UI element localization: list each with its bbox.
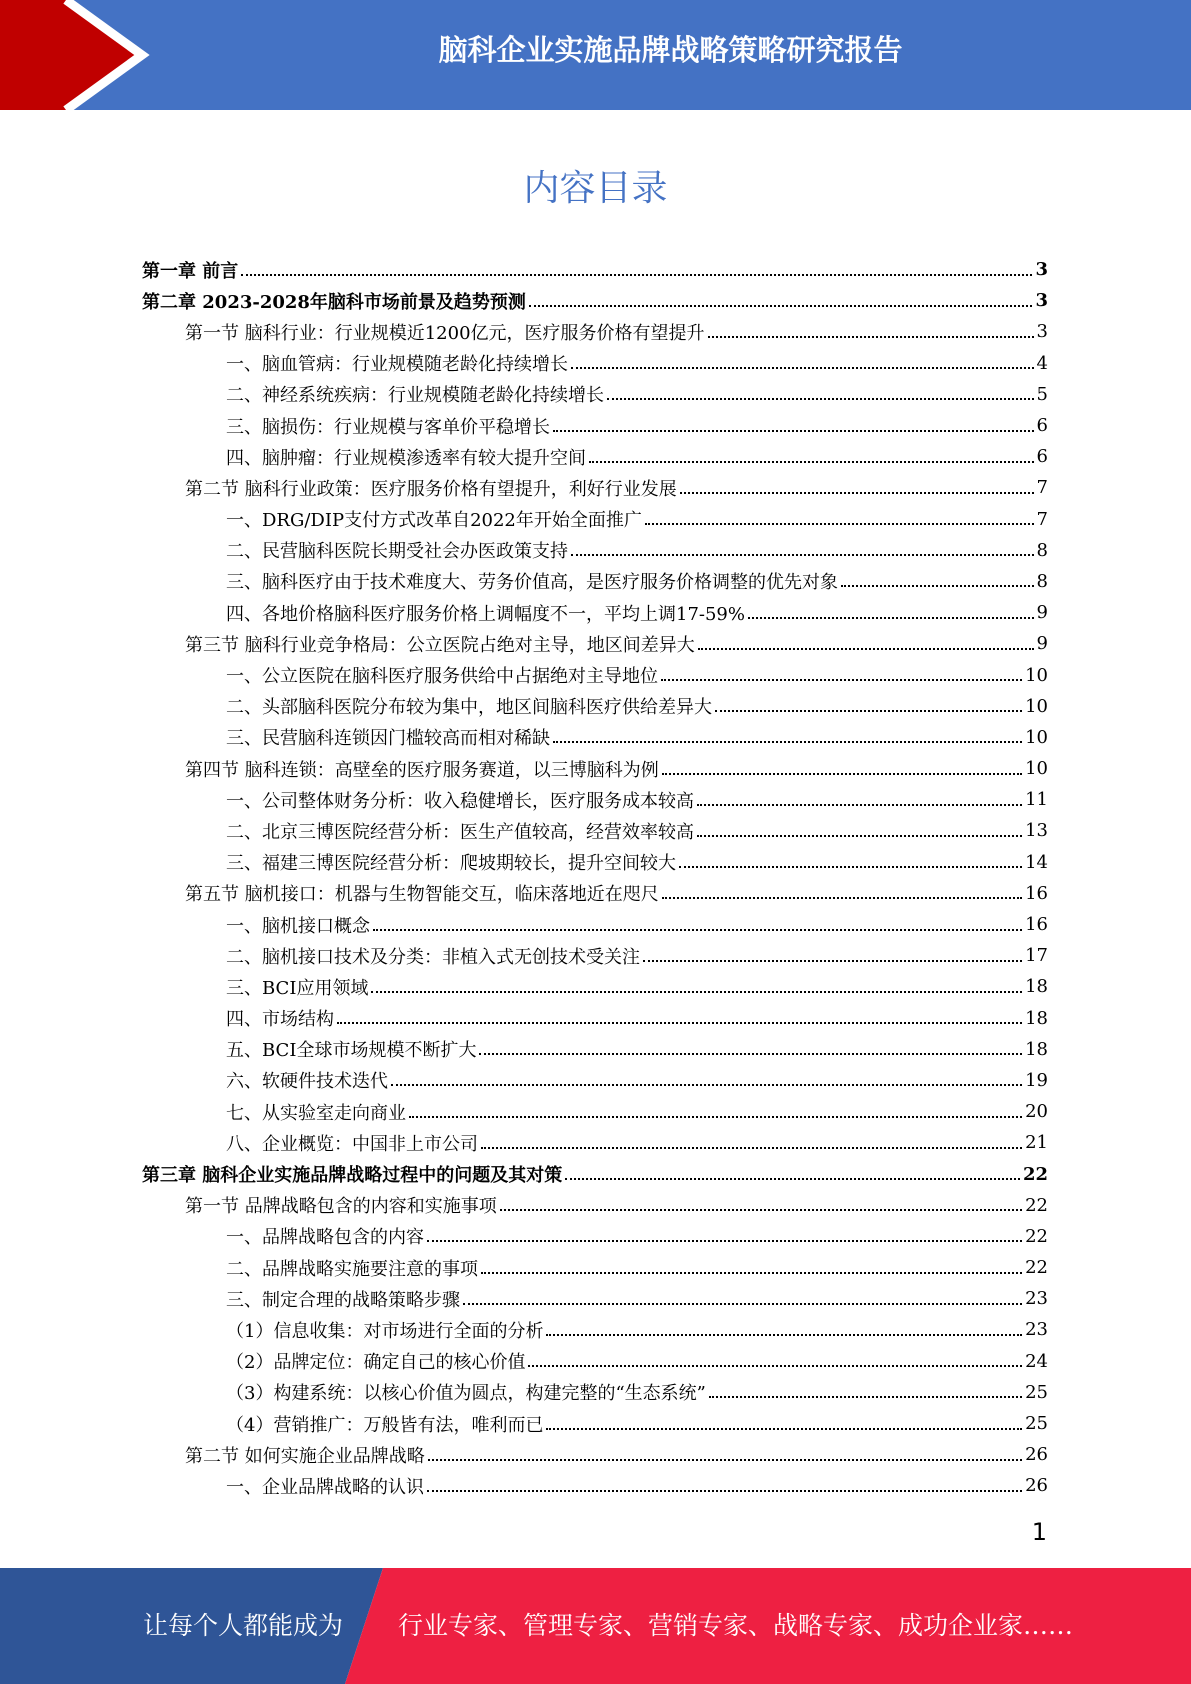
toc-entry[interactable] xyxy=(142,1221,1048,1252)
toc-entry-page: 16 xyxy=(1025,914,1048,936)
toc-dot-leader xyxy=(715,710,1022,712)
toc-dot-leader xyxy=(371,991,1022,993)
toc-dot-leader xyxy=(528,1365,1022,1367)
toc-entry-text: 二、品牌战略实施要注意的事项 xyxy=(226,1258,478,1280)
toc-dot-leader xyxy=(661,679,1022,681)
toc-entry-text: 一、DRG/DIP支付方式改革自2022年开始全面推广 xyxy=(226,510,642,532)
toc-dot-leader xyxy=(679,866,1022,868)
toc-entry-text: 七、从实验室走向商业 xyxy=(226,1102,406,1124)
toc-entry-text: 第五节 脑机接口：机器与生物智能交互，临床落地近在咫尺 xyxy=(185,884,659,906)
toc-entry-text: 三、脑损伤：行业规模与客单价平稳增长 xyxy=(226,416,550,438)
toc-entry-text: 第二章 2023-2028年脑科市场前景及趋势预测 xyxy=(142,291,526,313)
toc-entry[interactable] xyxy=(142,1065,1048,1096)
toc-entry[interactable] xyxy=(142,410,1048,441)
toc-entry-page: 22 xyxy=(1025,1257,1048,1279)
toc-entry[interactable] xyxy=(142,1096,1048,1127)
table-of-contents xyxy=(142,254,1048,1502)
toc-entry[interactable] xyxy=(142,878,1048,909)
toc-entry-page: 5 xyxy=(1036,383,1048,405)
toc-entry-text: 第二节 如何实施企业品牌战略 xyxy=(185,1445,425,1467)
toc-entry[interactable] xyxy=(142,1346,1048,1377)
toc-dot-leader xyxy=(479,1053,1022,1055)
toc-dot-leader xyxy=(841,585,1034,587)
report-title: 脑科企业实施品牌战略策略研究报告 xyxy=(438,33,903,67)
toc-dot-leader xyxy=(662,897,1022,899)
toc-entry-page: 14 xyxy=(1025,851,1048,873)
toc-entry-page: 13 xyxy=(1025,820,1048,842)
toc-entry-page: 26 xyxy=(1025,1444,1048,1466)
toc-entry-page: 17 xyxy=(1025,945,1048,967)
toc-entry-page: 18 xyxy=(1025,976,1048,998)
toc-entry[interactable] xyxy=(142,504,1048,535)
toc-dot-leader xyxy=(546,1428,1022,1430)
toc-entry-text: （1）信息收集：对市场进行全面的分析 xyxy=(226,1320,544,1342)
toc-entry-page: 16 xyxy=(1025,882,1048,904)
toc-entry-text: 一、脑血管病：行业规模随老龄化持续增长 xyxy=(226,354,568,376)
toc-entry-page: 8 xyxy=(1036,539,1048,561)
toc-entry-text: 第四节 脑科连锁：高壁垒的医疗服务赛道，以三博脑科为例 xyxy=(185,759,659,781)
toc-entry-page: 6 xyxy=(1036,446,1048,468)
toc-dot-leader xyxy=(481,1272,1022,1274)
toc-entry-page: 10 xyxy=(1025,695,1048,717)
toc-dot-leader xyxy=(463,1303,1022,1305)
toc-entry-page: 10 xyxy=(1025,664,1048,686)
toc-entry-page: 3 xyxy=(1036,321,1048,343)
toc-entry-page: 19 xyxy=(1025,1069,1048,1091)
toc-entry-page: 18 xyxy=(1025,1038,1048,1060)
toc-entry[interactable] xyxy=(142,1003,1048,1034)
toc-entry[interactable] xyxy=(142,254,1048,285)
toc-entry[interactable] xyxy=(142,971,1048,1002)
toc-dot-leader xyxy=(427,1240,1022,1242)
toc-entry-page: 18 xyxy=(1025,1007,1048,1029)
toc-entry[interactable] xyxy=(142,441,1048,472)
toc-entry[interactable] xyxy=(142,1314,1048,1345)
toc-entry[interactable] xyxy=(142,815,1048,846)
toc-entry-page: 7 xyxy=(1036,508,1048,530)
toc-entry-page: 11 xyxy=(1025,789,1048,811)
page-footer xyxy=(0,1568,1191,1684)
toc-entry-page: 21 xyxy=(1025,1132,1048,1154)
toc-entry-page: 26 xyxy=(1025,1475,1048,1497)
toc-entry-text: 三、BCI应用领域 xyxy=(226,977,369,999)
toc-dot-leader xyxy=(709,1396,1022,1398)
toc-dot-leader xyxy=(565,1178,1020,1180)
toc-entry[interactable] xyxy=(142,379,1048,410)
toc-entry-text: 二、头部脑科医院分布较为集中，地区间脑科医疗供给差异大 xyxy=(226,697,712,719)
toc-entry[interactable] xyxy=(142,1408,1048,1439)
toc-entry-text: 三、制定合理的战略策略步骤 xyxy=(226,1289,460,1311)
toc-entry-text: （3）构建系统：以核心价值为圆点，构建完整的“生态系统” xyxy=(226,1383,706,1405)
toc-entry-text: （4）营销推广：万般皆有法，唯利而已 xyxy=(226,1414,544,1436)
toc-entry-text: 一、品牌战略包含的内容 xyxy=(226,1227,424,1249)
toc-entry[interactable] xyxy=(142,348,1048,379)
toc-entry-page: 4 xyxy=(1036,352,1048,374)
toc-entry-text: 六、软硬件技术迭代 xyxy=(226,1071,388,1093)
toc-entry-page: 8 xyxy=(1036,570,1048,592)
toc-dot-leader xyxy=(571,367,1034,369)
toc-heading: 内容目录 xyxy=(523,168,668,209)
toc-dot-leader xyxy=(680,492,1034,494)
toc-entry-page: 20 xyxy=(1025,1101,1048,1123)
toc-entry-page: 3 xyxy=(1035,259,1048,281)
toc-entry-page: 10 xyxy=(1025,758,1048,780)
toc-entry-text: 二、北京三博医院经营分析：医生产值较高，经营效率较高 xyxy=(226,821,694,843)
toc-dot-leader xyxy=(643,960,1022,962)
toc-dot-leader xyxy=(607,398,1034,400)
toc-entry-text: 第三章 脑科企业实施品牌战略过程中的问题及其对策 xyxy=(142,1165,563,1187)
toc-dot-leader xyxy=(428,1459,1022,1461)
toc-dot-leader xyxy=(391,1084,1022,1086)
page-header xyxy=(0,0,1191,110)
toc-entry-page: 23 xyxy=(1025,1319,1048,1341)
toc-dot-leader xyxy=(748,617,1034,619)
toc-entry[interactable] xyxy=(142,566,1048,597)
toc-entry-text: 四、各地价格脑科医疗服务价格上调幅度不一，平均上调17-59% xyxy=(226,603,745,625)
toc-entry-text: （2）品牌定位：确定自己的核心价值 xyxy=(226,1352,526,1374)
toc-entry-text: 第三节 脑科行业竞争格局：公立医院占绝对主导，地区间差异大 xyxy=(185,634,695,656)
toc-dot-leader xyxy=(645,523,1034,525)
toc-entry-page: 25 xyxy=(1025,1413,1048,1435)
toc-dot-leader xyxy=(373,929,1022,931)
toc-entry[interactable] xyxy=(142,597,1048,628)
toc-entry-page: 23 xyxy=(1025,1288,1048,1310)
toc-entry-text: 一、公立医院在脑科医疗服务供给中占据绝对主导地位 xyxy=(226,666,658,688)
toc-entry-text: 二、脑机接口技术及分类：非植入式无创技术受关注 xyxy=(226,946,640,968)
toc-entry[interactable] xyxy=(142,1470,1048,1501)
toc-dot-leader xyxy=(337,1022,1022,1024)
toc-entry[interactable] xyxy=(142,1377,1048,1408)
toc-entry[interactable] xyxy=(142,1439,1048,1470)
toc-entry[interactable] xyxy=(142,285,1048,316)
toc-entry-text: 三、民营脑科连锁因门槛较高而相对稀缺 xyxy=(226,728,550,750)
toc-entry-page: 3 xyxy=(1035,290,1048,312)
toc-entry-page: 24 xyxy=(1025,1350,1048,1372)
toc-entry-page: 22 xyxy=(1022,1163,1048,1185)
toc-entry[interactable] xyxy=(142,940,1048,971)
toc-entry[interactable] xyxy=(142,753,1048,784)
toc-entry-text: 三、脑科医疗由于技术难度大、劳务价值高，是医疗服务价格调整的优先对象 xyxy=(226,572,838,594)
toc-entry[interactable] xyxy=(142,535,1048,566)
toc-dot-leader xyxy=(409,1116,1022,1118)
toc-entry-text: 四、市场结构 xyxy=(226,1009,334,1031)
toc-dot-leader xyxy=(427,1490,1022,1492)
toc-entry[interactable] xyxy=(142,628,1048,659)
toc-entry-text: 一、公司整体财务分析：收入稳健增长，医疗服务成本较高 xyxy=(226,790,694,812)
toc-entry-text: 四、脑肿瘤：行业规模渗透率有较大提升空间 xyxy=(226,447,586,469)
toc-entry-page: 10 xyxy=(1025,726,1048,748)
toc-entry[interactable] xyxy=(142,784,1048,815)
toc-dot-leader xyxy=(553,741,1022,743)
page-number: 1 xyxy=(1031,1518,1047,1546)
footer-slogan-left: 让每个人都能成为 xyxy=(143,1611,344,1640)
toc-dot-leader xyxy=(662,773,1022,775)
toc-dot-leader xyxy=(500,1209,1022,1211)
toc-entry-text: 第一节 脑科行业：行业规模近1200亿元，医疗服务价格有望提升 xyxy=(185,322,705,344)
toc-entry[interactable] xyxy=(142,691,1048,722)
toc-dot-leader xyxy=(571,554,1034,556)
toc-dot-leader xyxy=(481,1147,1022,1149)
toc-dot-leader xyxy=(589,461,1034,463)
toc-entry[interactable] xyxy=(142,1283,1048,1314)
toc-dot-leader xyxy=(553,430,1034,432)
toc-entry[interactable] xyxy=(142,1158,1048,1189)
toc-dot-leader xyxy=(697,804,1022,806)
toc-entry[interactable] xyxy=(142,316,1048,347)
toc-dot-leader xyxy=(546,1334,1022,1336)
toc-entry[interactable] xyxy=(142,472,1048,503)
toc-entry[interactable] xyxy=(142,659,1048,690)
toc-entry-page: 7 xyxy=(1036,477,1048,499)
toc-entry-text: 二、神经系统疾病：行业规模随老龄化持续增长 xyxy=(226,385,604,407)
toc-dot-leader xyxy=(697,835,1022,837)
toc-entry-page: 25 xyxy=(1025,1381,1048,1403)
toc-entry-text: 八、企业概览：中国非上市公司 xyxy=(226,1133,478,1155)
toc-entry[interactable] xyxy=(142,1034,1048,1065)
toc-dot-leader xyxy=(529,305,1033,307)
footer-slogan-right: 行业专家、管理专家、营销专家、战略专家、成功企业家…… xyxy=(398,1611,1074,1640)
toc-entry[interactable] xyxy=(142,909,1048,940)
toc-entry-page: 6 xyxy=(1036,415,1048,437)
toc-entry-text: 一、脑机接口概念 xyxy=(226,915,370,937)
toc-entry-page: 9 xyxy=(1036,602,1048,624)
toc-entry-page: 22 xyxy=(1025,1194,1048,1216)
toc-entry-text: 一、企业品牌战略的认识 xyxy=(226,1476,424,1498)
toc-dot-leader xyxy=(241,274,1032,276)
toc-entry-page: 9 xyxy=(1036,633,1048,655)
toc-entry-text: 二、民营脑科医院长期受社会办医政策支持 xyxy=(226,541,568,563)
toc-dot-leader xyxy=(698,648,1034,650)
toc-entry[interactable] xyxy=(142,847,1048,878)
toc-dot-leader xyxy=(708,336,1034,338)
toc-entry-page: 22 xyxy=(1025,1225,1048,1247)
toc-entry-text: 第一节 品牌战略包含的内容和实施事项 xyxy=(185,1196,497,1218)
toc-entry-text: 第二节 脑科行业政策：医疗服务价格有望提升，利好行业发展 xyxy=(185,478,677,500)
toc-entry[interactable] xyxy=(142,722,1048,753)
toc-entry[interactable] xyxy=(142,1252,1048,1283)
toc-entry[interactable] xyxy=(142,1190,1048,1221)
toc-entry-text: 三、福建三博医院经营分析：爬坡期较长，提升空间较大 xyxy=(226,853,676,875)
toc-entry-text: 第一章 前言 xyxy=(142,260,239,282)
toc-entry-text: 五、BCI全球市场规模不断扩大 xyxy=(226,1040,477,1062)
toc-entry[interactable] xyxy=(142,1127,1048,1158)
